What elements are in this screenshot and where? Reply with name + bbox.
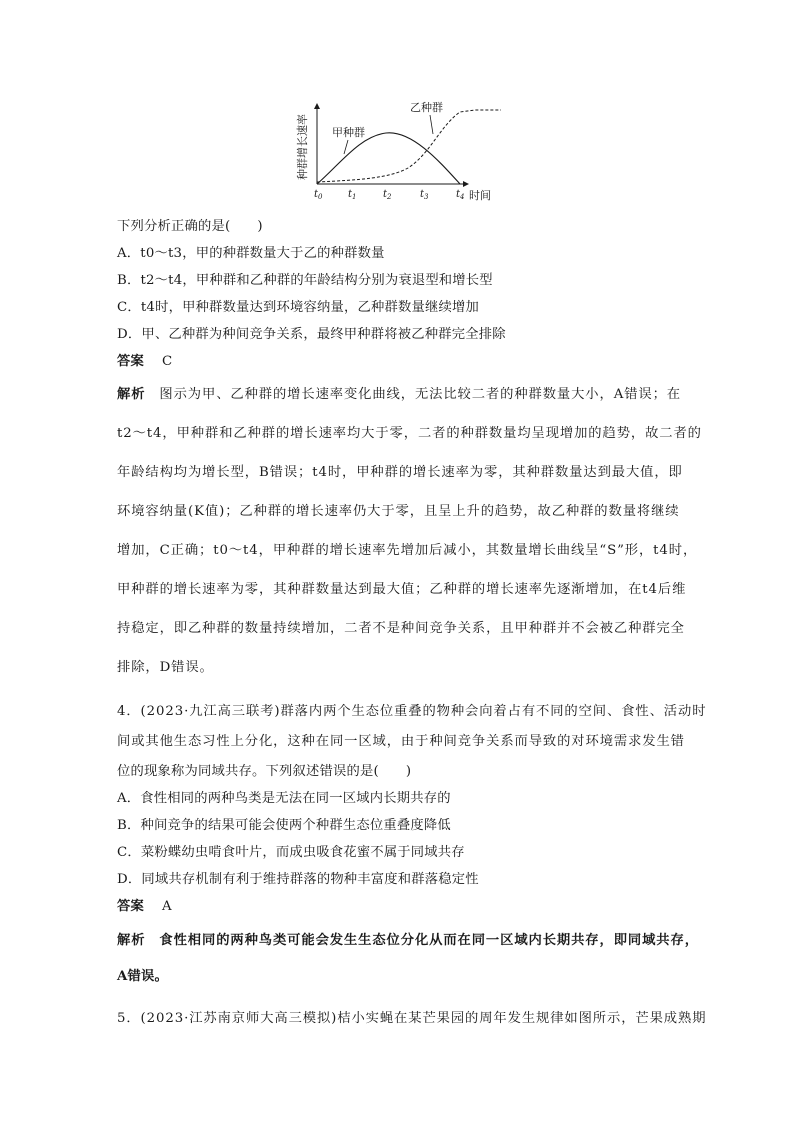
tick-t1: $t_1$ (348, 189, 357, 201)
q3-analysis-line (117, 383, 681, 402)
tick-t2: $t_2$ (383, 189, 392, 201)
q3-answer-label: 答案 (117, 354, 144, 369)
q4-answer-value: A (162, 899, 172, 914)
curve-jia (317, 133, 460, 184)
q3-analysis-line: 增加，C正确；t0～t4，甲种群的增长速率先增加后减小，其数量增长曲线呈“S”形，t4时， (117, 543, 698, 558)
q4-stem-line: 位的现象称为同域共存。下列叙述错误的是( ) (117, 764, 412, 779)
q3-option-d: D．甲、乙种群为种间竞争关系，最终甲种群将被乙种群完全排除 (117, 327, 506, 342)
q4-analysis-label: 解析 (117, 933, 146, 948)
q3-analysis-line: 排除，D错误。 (117, 660, 214, 675)
q3-answer-row (117, 350, 172, 369)
q3-analysis-line: 持稳定，即乙种群的数量持续增加，二者不是种间竞争关系，且甲种群并不会被乙种群完全 (117, 621, 685, 636)
q3-prompt: 下列分析正确的是( ) (117, 219, 263, 234)
q3-analysis-line: 环境容纳量(K值)；乙种群的增长速率仍大于零，且呈上升的趋势，故乙种群的数量将继续 (117, 504, 680, 519)
tick-t3: $t_3$ (420, 189, 429, 201)
q5-stem-line: 5．(2023·江苏南京师大高三模拟)桔小实蝇在某芒果园的周年发生规律如图所示，芒果成熟期 (117, 1011, 707, 1026)
q3-analysis-line: t2～t4，甲种群和乙种群的增长速率均大于零，二者的种群数量均呈现增加的趋势，故二者的 (117, 426, 702, 441)
x-ticks (314, 189, 465, 201)
q3-analysis-line: 年龄结构均为增长型，B错误；t4时，甲种群的增长速率为零，其种群数量达到最大值，即 (117, 465, 683, 480)
jia-leader-line (344, 140, 348, 154)
series-yi-label: 乙种群 (410, 101, 443, 114)
q4-option-c: C．菜粉蝶幼虫啃食叶片，而成虫吸食花蜜不属于同域共存 (117, 845, 465, 860)
series-jia-label: 甲种群 (332, 126, 365, 139)
q3-analysis-label: 解析 (117, 387, 146, 402)
q3-option-a: A．t0～t3，甲的种群数量大于乙的种群数量 (117, 246, 385, 261)
curve-yi (317, 110, 501, 182)
q4-answer-label: 答案 (117, 899, 144, 914)
q3-option-b: B．t2～t4，甲种群和乙种群的年龄结构分别为衰退型和增长型 (117, 273, 493, 288)
yi-leader-line (430, 115, 433, 134)
q4-stem-line: 间或其他生态习性上分化，这种在同一区域，由于种间竞争关系而导致的对环境需求发生错 (117, 734, 685, 749)
q4-analysis-text: 食性相同的两种鸟类可能会发生生态位分化从而在同一区域内长期共存，即同域共存， (159, 933, 699, 948)
x-axis-label: 时间 (469, 189, 491, 202)
q4-option-d: D．同域共存机制有利于维持群落的物种丰富度和群落稳定性 (117, 872, 479, 887)
q3-analysis-line: 甲种群的增长速率为零，其种群数量达到最大值；乙种群的增长速率先逐渐增加，在t4后维 (117, 582, 687, 597)
q4-answer-row (117, 895, 172, 914)
q4-analysis-line (117, 929, 699, 948)
tick-t0: $t_0$ (314, 189, 323, 201)
growth-rate-figure (290, 96, 510, 208)
tick-t4: $t_4$ (456, 189, 465, 201)
q3-answer-value: C (162, 354, 173, 369)
q3-option-c: C．t4时，甲种群数量达到环境容纳量，乙种群数量继续增加 (117, 300, 479, 315)
q4-analysis-line: A错误。 (117, 969, 169, 984)
q4-option-a: A．食性相同的两种鸟类是无法在同一区域内长期共存的 (117, 791, 451, 806)
q3-analysis-text: 图示为甲、乙种群的增长速率变化曲线，无法比较二者的种群数量大小，A错误；在 (159, 387, 681, 402)
q4-stem-line: 4．(2023·九江高三联考)群落内两个生态位重叠的物种会向着占有不同的空间、食性、活动时 (117, 704, 707, 719)
q4-option-b: B．种间竞争的结果可能会使两个种群生态位重叠度降低 (117, 818, 451, 833)
y-axis-label: 种群增长速率 (296, 114, 309, 180)
